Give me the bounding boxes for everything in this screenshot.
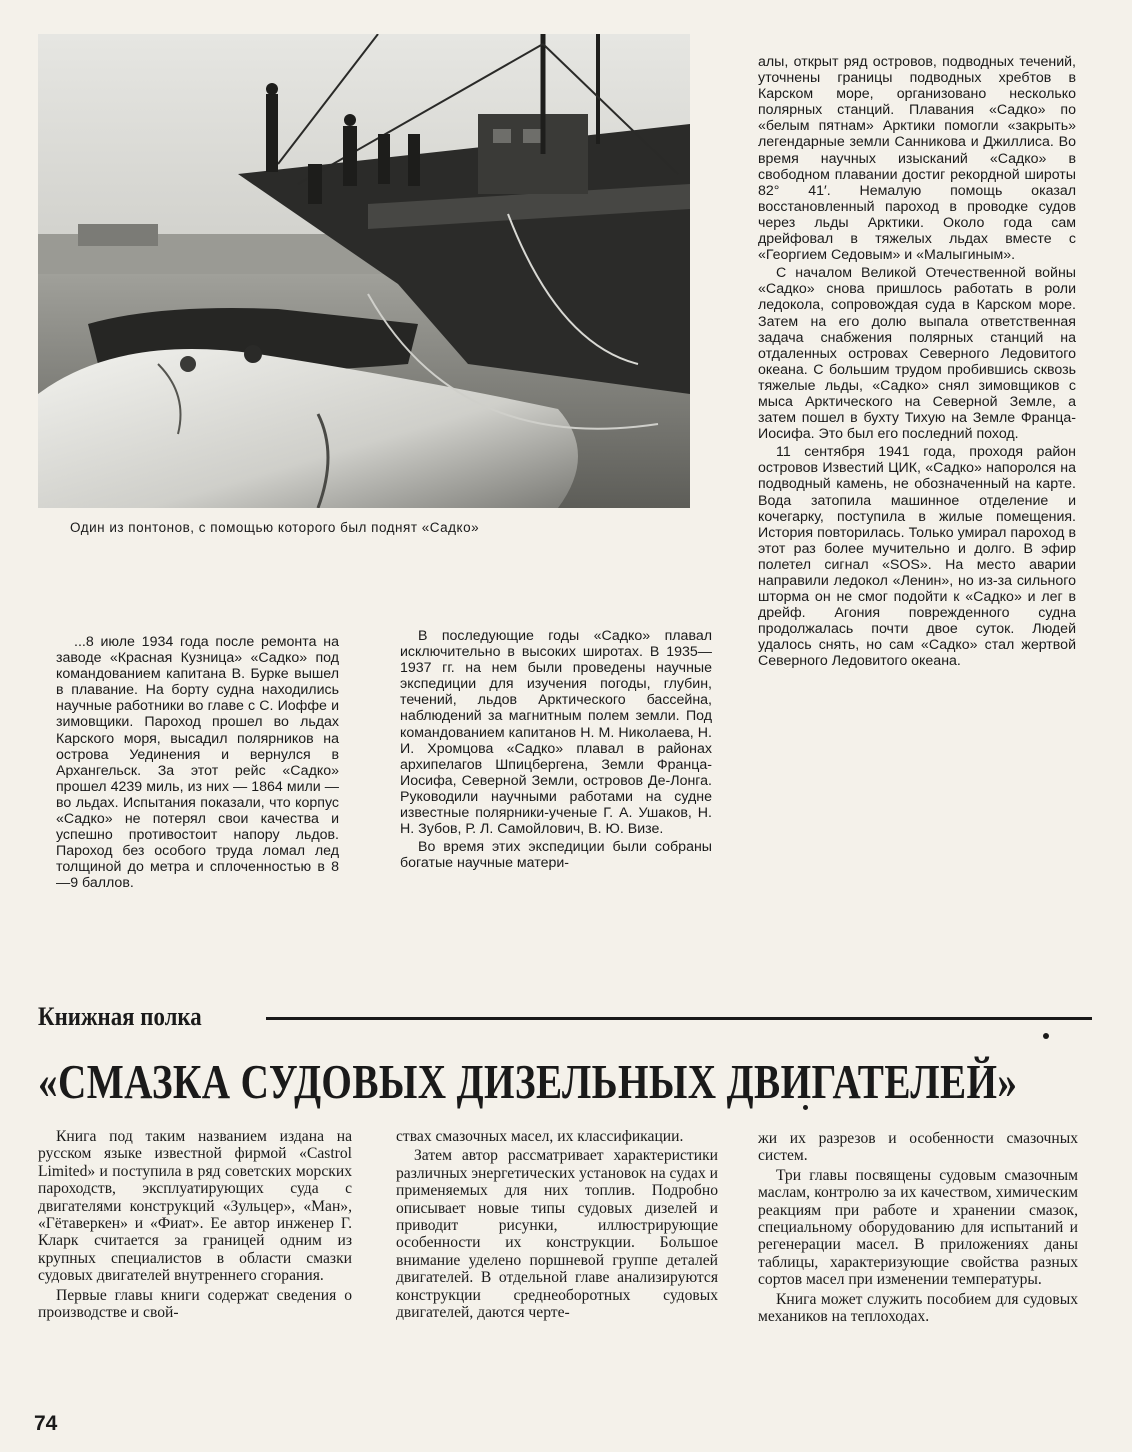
article-column-1	[56, 634, 339, 892]
paragraph: В последующие годы «Садко» плавал исключительно в высоких широтах. В 1935—1937 гг. на нем были проведены научные экспедиции для изучения погоды, глубин, течений, льдов Арктического бассейна, наблюдений за магнитным полем земли. Под командованием капитанов Н. М. Николаева, Н. И. Хромцова «Садко» плавал в районах архипелагов Шпицбергена, Земли Франца-Иосифа, Северной Земли, островов Де-Лонга. Руководили научными работами на судне известные полярники-ученые Г. А. Ушаков, Н. Н. Зубов, Р. Л. Самойлович, В. Ю. Визе.	[400, 628, 712, 838]
paragraph: Книга может служить пособием для судовых механиков на теплоходах.	[758, 1290, 1078, 1326]
photo-caption: Один из понтонов, с помощью которого был поднят «Садко»	[70, 520, 480, 535]
photo-illustration	[38, 34, 690, 508]
review-column-3	[758, 1130, 1078, 1325]
paragraph: 11 сентября 1941 года, проходя район островов Известий ЦИК, «Садко» напоролся на подводный камень, не обозначенный на карте. Вода затопила машинное отделение и кочегарку, поступила в жилые помещения. История повторилась. Только умирал пароход в этот раз более мучительно и долго. В эфир полетел сигнал «SOS». На место аварии направили ледокол «Ленин», но из-за сильного шторма он не смог подойти к «Садко» и лег в дрейф. Агония поврежденного судна продолжалась почти двое суток. Людей удалось снять, но сам «Садко» стал жертвой Северного Ледовитого океана.	[758, 444, 1076, 670]
article-column-2	[400, 628, 712, 871]
paragraph: Три главы посвящены судовым смазочным маслам, контролю за их качеством, химическим реакциям при работе и хранении смазок, специальному оборудованию для испытаний и регенерации масел. В приложениях даны таблицы, характеризующие свойства разных сортов масел при изменении температуры.	[758, 1166, 1078, 1289]
paragraph: алы, открыт ряд островов, подводных течений, уточнены границы подводных хребтов в Карском море, организовано несколько полярных станций. Плавания «Садко» по «белым пятнам» Арктики помогли «закрыть» легендарные земли Санникова и Джиллиса. Во время научных изысканий «Садко» в свободном плавании достиг рекордной широты 82° 41′. Немалую помощь оказал восстановленный пароход в проводке судов через льды Арктики. Около года сам дрейфовал в тяжелых льдах вместе с «Георгием Седовым» и «Малыгиным».	[758, 54, 1076, 264]
paragraph: жи их разрезов и особенности смазочных систем.	[758, 1130, 1078, 1165]
photo-pontoon-ship	[38, 34, 690, 508]
paragraph: ...8 июле 1934 года после ремонта на заводе «Красная Кузница» «Садко» под командованием капитана В. Бурке вышел в плавание. На борту судна находились научные работники во главе с С. Иоффе и зимовщики. Пароход прошел во льдах Карского моря, высадил полярников на острова Уединения и вернулся в Архангельск. За этот рейс «Садко» прошел 4239 миль, из них — 1864 мили — во льдах. Испытания показали, что корпус «Садко» не потерял свои качества и успешно противостоит напору льдов. Пароход без особого труда ломал лед толщиной до метра и сплоченностью в 8—9 баллов.	[56, 634, 339, 892]
paragraph: Книга под таким названием издана на русском языке известной фирмой «Castrol Limited» и поступила в ряд советских морских пароходств, эксплуатирующих суда с двигателями конструкций «Зульцер», «Ман», «Гётаверкен» и «Фиат». Ее автор инженер Г. Кларк считается за границей одним из крупных специалистов в области смазки судовых двигателей внутреннего сгорания.	[38, 1128, 352, 1285]
paragraph: Затем автор рассматривает характеристики различных энергетических установок на судах и применяемых для них топлив. Подробно описывает новые типы судовых дизелей и приводит рисунки, иллюстрирующие особенности их конструкции. Большое внимание уделено поршневой группе деталей двигателей. В отдельной главе анализируются конструкции среднеоборотных судовых двигателей, даются черте-	[396, 1147, 718, 1322]
paragraph: Во время этих экспедиции были собраны богатые научные матери-	[400, 839, 712, 872]
paragraph: Первые главы книги содержат сведения о производстве и свой-	[38, 1286, 352, 1322]
print-speck	[1043, 1033, 1049, 1039]
review-column-1	[38, 1128, 352, 1321]
article-column-3	[758, 54, 1076, 670]
book-review-headline: «СМАЗКА СУДОВЫХ ДИЗЕЛЬНЫХ ДВИГАТЕЛЕЙ»	[38, 1054, 1018, 1109]
section-label: Книжная полка	[38, 1002, 202, 1031]
review-column-2	[396, 1128, 718, 1321]
paragraph: ствах смазочных масел, их классификации.	[396, 1128, 684, 1145]
page-number: 74	[34, 1412, 58, 1435]
paragraph: С началом Великой Отечественной войны «Садко» снова пришлось работать в роли ледокола, сопровождая суда в Карском море. Затем на его долю выпала ответственная задача снабжения полярных станций на отдаленных островах Северного Ледовитого океана. С большим трудом пробившись сквозь тяжелые льды, «Садко» снял зимовщиков с мыса Арктического на Северной Земле, а затем пошел в бухту Тихую на Земле Франца-Иосифа. Это был его последний поход.	[758, 265, 1076, 443]
section-divider	[266, 1017, 1092, 1020]
